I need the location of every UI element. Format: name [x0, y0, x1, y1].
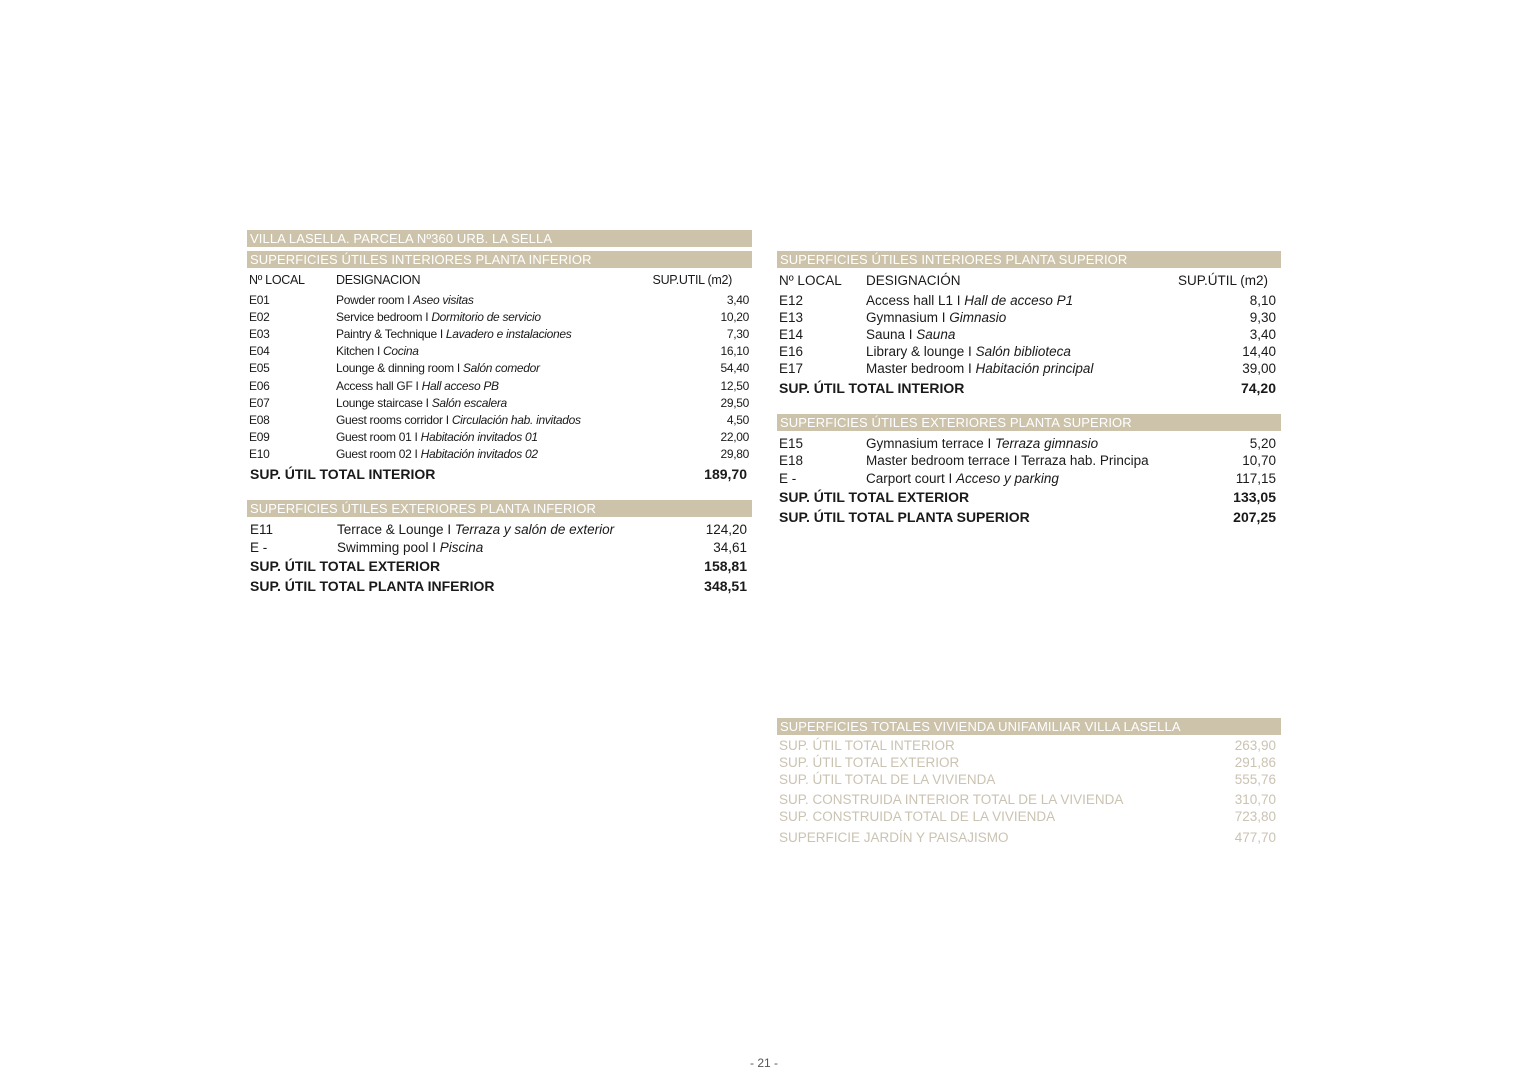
- ground-interior-column-headers: [249, 272, 749, 289]
- room-area: 7,30: [726, 327, 749, 342]
- column-area: SUP.ÚTIL (m2): [1177, 273, 1268, 288]
- table-row: [779, 309, 1276, 326]
- room-designation: [336, 395, 507, 412]
- room-area: 9,30: [1249, 310, 1276, 326]
- room-designation: [866, 309, 1006, 326]
- totals-value: 477,70: [1234, 830, 1276, 845]
- room-designation: [336, 446, 538, 463]
- room-designation: [336, 292, 474, 309]
- room-code: E01: [249, 293, 270, 307]
- column-designation: DESIGNACIÓN: [866, 273, 961, 288]
- room-name-es: Cocina: [383, 344, 419, 359]
- table-row: [249, 446, 749, 463]
- table-row: [779, 292, 1276, 309]
- room-designation: [866, 435, 1098, 452]
- room-name-en: Sauna I: [866, 327, 917, 343]
- ground-exterior-header-text: SUPERFICIES ÚTILES EXTERIORES PLANTA INFERIOR: [250, 501, 596, 516]
- room-name-es: Salón biblioteca: [975, 344, 1071, 360]
- totals-label: SUP. CONSTRUIDA INTERIOR TOTAL DE LA VIVIENDA: [779, 792, 1124, 807]
- room-designation: [336, 429, 538, 446]
- totals-value: 263,90: [1234, 738, 1276, 753]
- total-label: SUP. ÚTIL TOTAL INTERIOR: [779, 380, 965, 396]
- total-label: SUP. ÚTIL TOTAL INTERIOR: [250, 466, 436, 482]
- totals-row: [779, 830, 1276, 847]
- room-designation: [336, 326, 571, 343]
- ground-exterior-header: [247, 500, 752, 517]
- totals-row: [779, 809, 1276, 826]
- room-code: E02: [249, 310, 270, 325]
- room-designation: [866, 292, 1073, 309]
- room-area: 29,80: [720, 446, 749, 461]
- ground-interior-header-text: SUPERFICIES ÚTILES INTERIORES PLANTA INFERIOR: [250, 252, 592, 267]
- room-name-en: Kitchen I: [336, 344, 384, 359]
- room-area: 34,61: [713, 539, 747, 555]
- room-name-es: Terraza gimnasio: [995, 436, 1099, 451]
- totals-value: 723,80: [1234, 809, 1276, 824]
- upper-exterior-header: [777, 414, 1281, 431]
- room-name-es: Habitación principal: [975, 361, 1094, 377]
- upper-interior-header-text: SUPERFICIES ÚTILES INTERIORES PLANTA SUPERIOR: [780, 252, 1128, 267]
- room-designation: [337, 539, 483, 556]
- upper-interior-column-headers: [779, 272, 1279, 289]
- room-code: E16: [779, 344, 804, 360]
- room-name-en: Lounge & dinning room I: [336, 361, 463, 376]
- total-label: SUP. ÚTIL TOTAL EXTERIOR: [250, 558, 441, 574]
- table-row: [249, 360, 749, 377]
- room-area: 3,40: [726, 293, 749, 307]
- room-name-en: Master bedroom terrace I Terraza hab. Principa: [866, 453, 1149, 469]
- room-area: 29,50: [720, 395, 749, 410]
- project-title: VILLA LASELLA. PARCELA Nº360 URB. LA SELLA: [250, 231, 553, 246]
- room-designation: [866, 360, 1093, 377]
- room-designation: [336, 378, 499, 395]
- totals-row: [779, 755, 1276, 772]
- total-label: SUP. ÚTIL TOTAL PLANTA SUPERIOR: [779, 509, 1030, 525]
- room-area: 4,50: [726, 412, 749, 427]
- table-row: [249, 395, 749, 412]
- totals-value: 291,86: [1234, 755, 1276, 770]
- table-row: [249, 326, 749, 343]
- upper-exterior-total-row: [779, 489, 1276, 506]
- room-code: E07: [249, 395, 270, 410]
- room-name-en: Access hall GF I: [336, 378, 422, 393]
- room-name-es: Habitación invitados 02: [420, 446, 538, 461]
- ground-interior-total-row: [250, 466, 747, 483]
- room-name-en: Master bedroom I: [866, 361, 976, 377]
- room-name-es: Acceso y parking: [956, 470, 1059, 486]
- room-designation: [866, 343, 1071, 360]
- room-name-en: Guest room 02 I: [336, 446, 421, 461]
- room-name-en: Paintry & Technique I: [336, 327, 446, 342]
- room-name-en: Swimming pool I: [337, 539, 440, 555]
- table-row: [250, 539, 747, 556]
- column-area: SUP.UTIL (m2): [652, 273, 732, 287]
- ground-interior-header: [247, 251, 752, 268]
- total-label: SUP. ÚTIL TOTAL EXTERIOR: [779, 489, 970, 505]
- room-code: E10: [249, 446, 270, 461]
- totals-label: SUPERFICIE JARDÍN Y PAISAJISMO: [779, 830, 1009, 845]
- room-area: 117,15: [1235, 470, 1276, 486]
- column-designation: DESIGNACION: [336, 273, 421, 287]
- room-code: E -: [779, 470, 797, 486]
- room-name-en: Powder room I: [336, 293, 414, 307]
- room-code: E18: [779, 453, 804, 469]
- room-code: E09: [249, 429, 270, 444]
- total-value: 348,51: [704, 578, 747, 594]
- room-area: 10,70: [1242, 453, 1276, 469]
- totals-row: [779, 738, 1276, 755]
- room-name-es: Salón comedor: [462, 361, 540, 376]
- table-row: [779, 326, 1276, 343]
- room-area: 22,00: [720, 429, 749, 444]
- room-area: 12,50: [720, 378, 749, 393]
- ground-floor-total-row: [250, 578, 747, 595]
- room-name-en: Terrace & Lounge I: [337, 522, 455, 537]
- room-code: E03: [249, 327, 270, 342]
- room-code: E14: [779, 327, 804, 343]
- table-row: [779, 470, 1276, 487]
- house-totals-header-text: SUPERFICIES TOTALES VIVIENDA UNIFAMILIAR VILLA LASELLA: [780, 719, 1181, 734]
- total-value: 207,25: [1233, 509, 1276, 525]
- room-name-en: Access hall L1 I: [866, 293, 965, 308]
- total-label: SUP. ÚTIL TOTAL PLANTA INFERIOR: [250, 578, 495, 594]
- page-number: - 21 -: [749, 1056, 778, 1070]
- total-value: 133,05: [1233, 489, 1276, 505]
- upper-interior-total-row: [779, 380, 1276, 397]
- room-name-en: Lounge staircase I: [336, 395, 432, 410]
- totals-value: 555,76: [1234, 772, 1276, 787]
- room-name-es: Hall acceso PB: [421, 378, 499, 393]
- room-code: E11: [250, 522, 274, 537]
- room-name-en: Service bedroom I: [336, 310, 432, 325]
- room-name-es: Gimnasio: [949, 310, 1007, 326]
- room-name-es: Piscina: [439, 539, 484, 555]
- totals-value: 310,70: [1234, 792, 1276, 807]
- room-name-en: Gymnasium I: [866, 310, 950, 326]
- room-name-es: Circulación hab. invitados: [451, 412, 581, 427]
- room-code: E15: [779, 436, 804, 451]
- table-row: [249, 292, 749, 309]
- room-area: 5,20: [1249, 436, 1276, 451]
- room-area: 14,40: [1242, 344, 1276, 360]
- table-row: [249, 309, 749, 326]
- column-local: Nº LOCAL: [779, 273, 842, 288]
- room-designation: [336, 412, 581, 429]
- table-row: [250, 521, 747, 538]
- room-name-es: Aseo visitas: [413, 293, 474, 307]
- table-row: [249, 412, 749, 429]
- total-value: 158,81: [704, 558, 747, 574]
- table-row: [779, 343, 1276, 360]
- room-name-es: Habitación invitados 01: [420, 429, 538, 444]
- room-code: E05: [249, 361, 270, 376]
- room-name-es: Hall de acceso P1: [964, 293, 1074, 308]
- room-designation: [866, 326, 955, 343]
- room-code: E08: [249, 412, 270, 427]
- room-designation: [336, 309, 541, 326]
- total-value: 189,70: [704, 466, 747, 482]
- room-name-es: Sauna: [916, 327, 956, 343]
- room-designation: [866, 470, 1059, 487]
- room-designation: [336, 360, 540, 377]
- total-value: 74,20: [1240, 380, 1276, 396]
- upper-exterior-header-text: SUPERFICIES ÚTILES EXTERIORES PLANTA SUPERIOR: [780, 415, 1132, 430]
- room-name-es: Terraza y salón de exterior: [454, 522, 615, 537]
- room-designation: [337, 521, 614, 538]
- room-name-en: Guest rooms corridor I: [336, 412, 452, 427]
- totals-row: [779, 792, 1276, 809]
- totals-label: SUP. ÚTIL TOTAL DE LA VIVIENDA: [779, 772, 996, 787]
- table-row: [249, 378, 749, 395]
- room-area: 3,40: [1249, 327, 1276, 343]
- room-code: E17: [779, 361, 804, 377]
- room-name-en: Gymnasium terrace I: [866, 436, 996, 451]
- room-code: E -: [250, 539, 268, 555]
- house-totals-header: [777, 718, 1281, 735]
- totals-row: [779, 772, 1276, 789]
- room-designation: [336, 343, 419, 360]
- room-area: 8,10: [1249, 293, 1276, 308]
- table-row: [779, 360, 1276, 377]
- room-area: 39,00: [1242, 361, 1276, 377]
- room-code: E12: [779, 293, 804, 308]
- column-local: Nº LOCAL: [249, 273, 305, 287]
- table-row: [779, 452, 1276, 469]
- room-name-en: Library & lounge I: [866, 344, 976, 360]
- room-area: 10,20: [720, 310, 749, 325]
- project-title-bar: [247, 230, 752, 247]
- room-area: 16,10: [720, 344, 749, 359]
- room-name-en: Carport court I: [866, 470, 957, 486]
- room-name-es: Dormitorio de servicio: [431, 310, 541, 325]
- table-row: [249, 429, 749, 446]
- table-row: [249, 343, 749, 360]
- totals-label: SUP. CONSTRUIDA TOTAL DE LA VIVIENDA: [779, 809, 1056, 824]
- totals-label: SUP. ÚTIL TOTAL EXTERIOR: [779, 755, 960, 770]
- upper-floor-total-row: [779, 509, 1276, 526]
- room-name-es: Salón escalera: [431, 395, 507, 410]
- room-designation: [866, 452, 1149, 469]
- table-row: [779, 435, 1276, 452]
- room-name-es: Lavadero e instalaciones: [445, 327, 572, 342]
- room-code: E04: [249, 344, 270, 359]
- room-name-en: Guest room 01 I: [336, 429, 421, 444]
- ground-exterior-total-row: [250, 558, 747, 575]
- totals-label: SUP. ÚTIL TOTAL INTERIOR: [779, 738, 955, 753]
- room-area: 124,20: [705, 522, 747, 537]
- room-area: 54,40: [720, 361, 749, 376]
- room-code: E06: [249, 378, 270, 393]
- upper-interior-header: [777, 251, 1281, 268]
- room-code: E13: [779, 310, 804, 326]
